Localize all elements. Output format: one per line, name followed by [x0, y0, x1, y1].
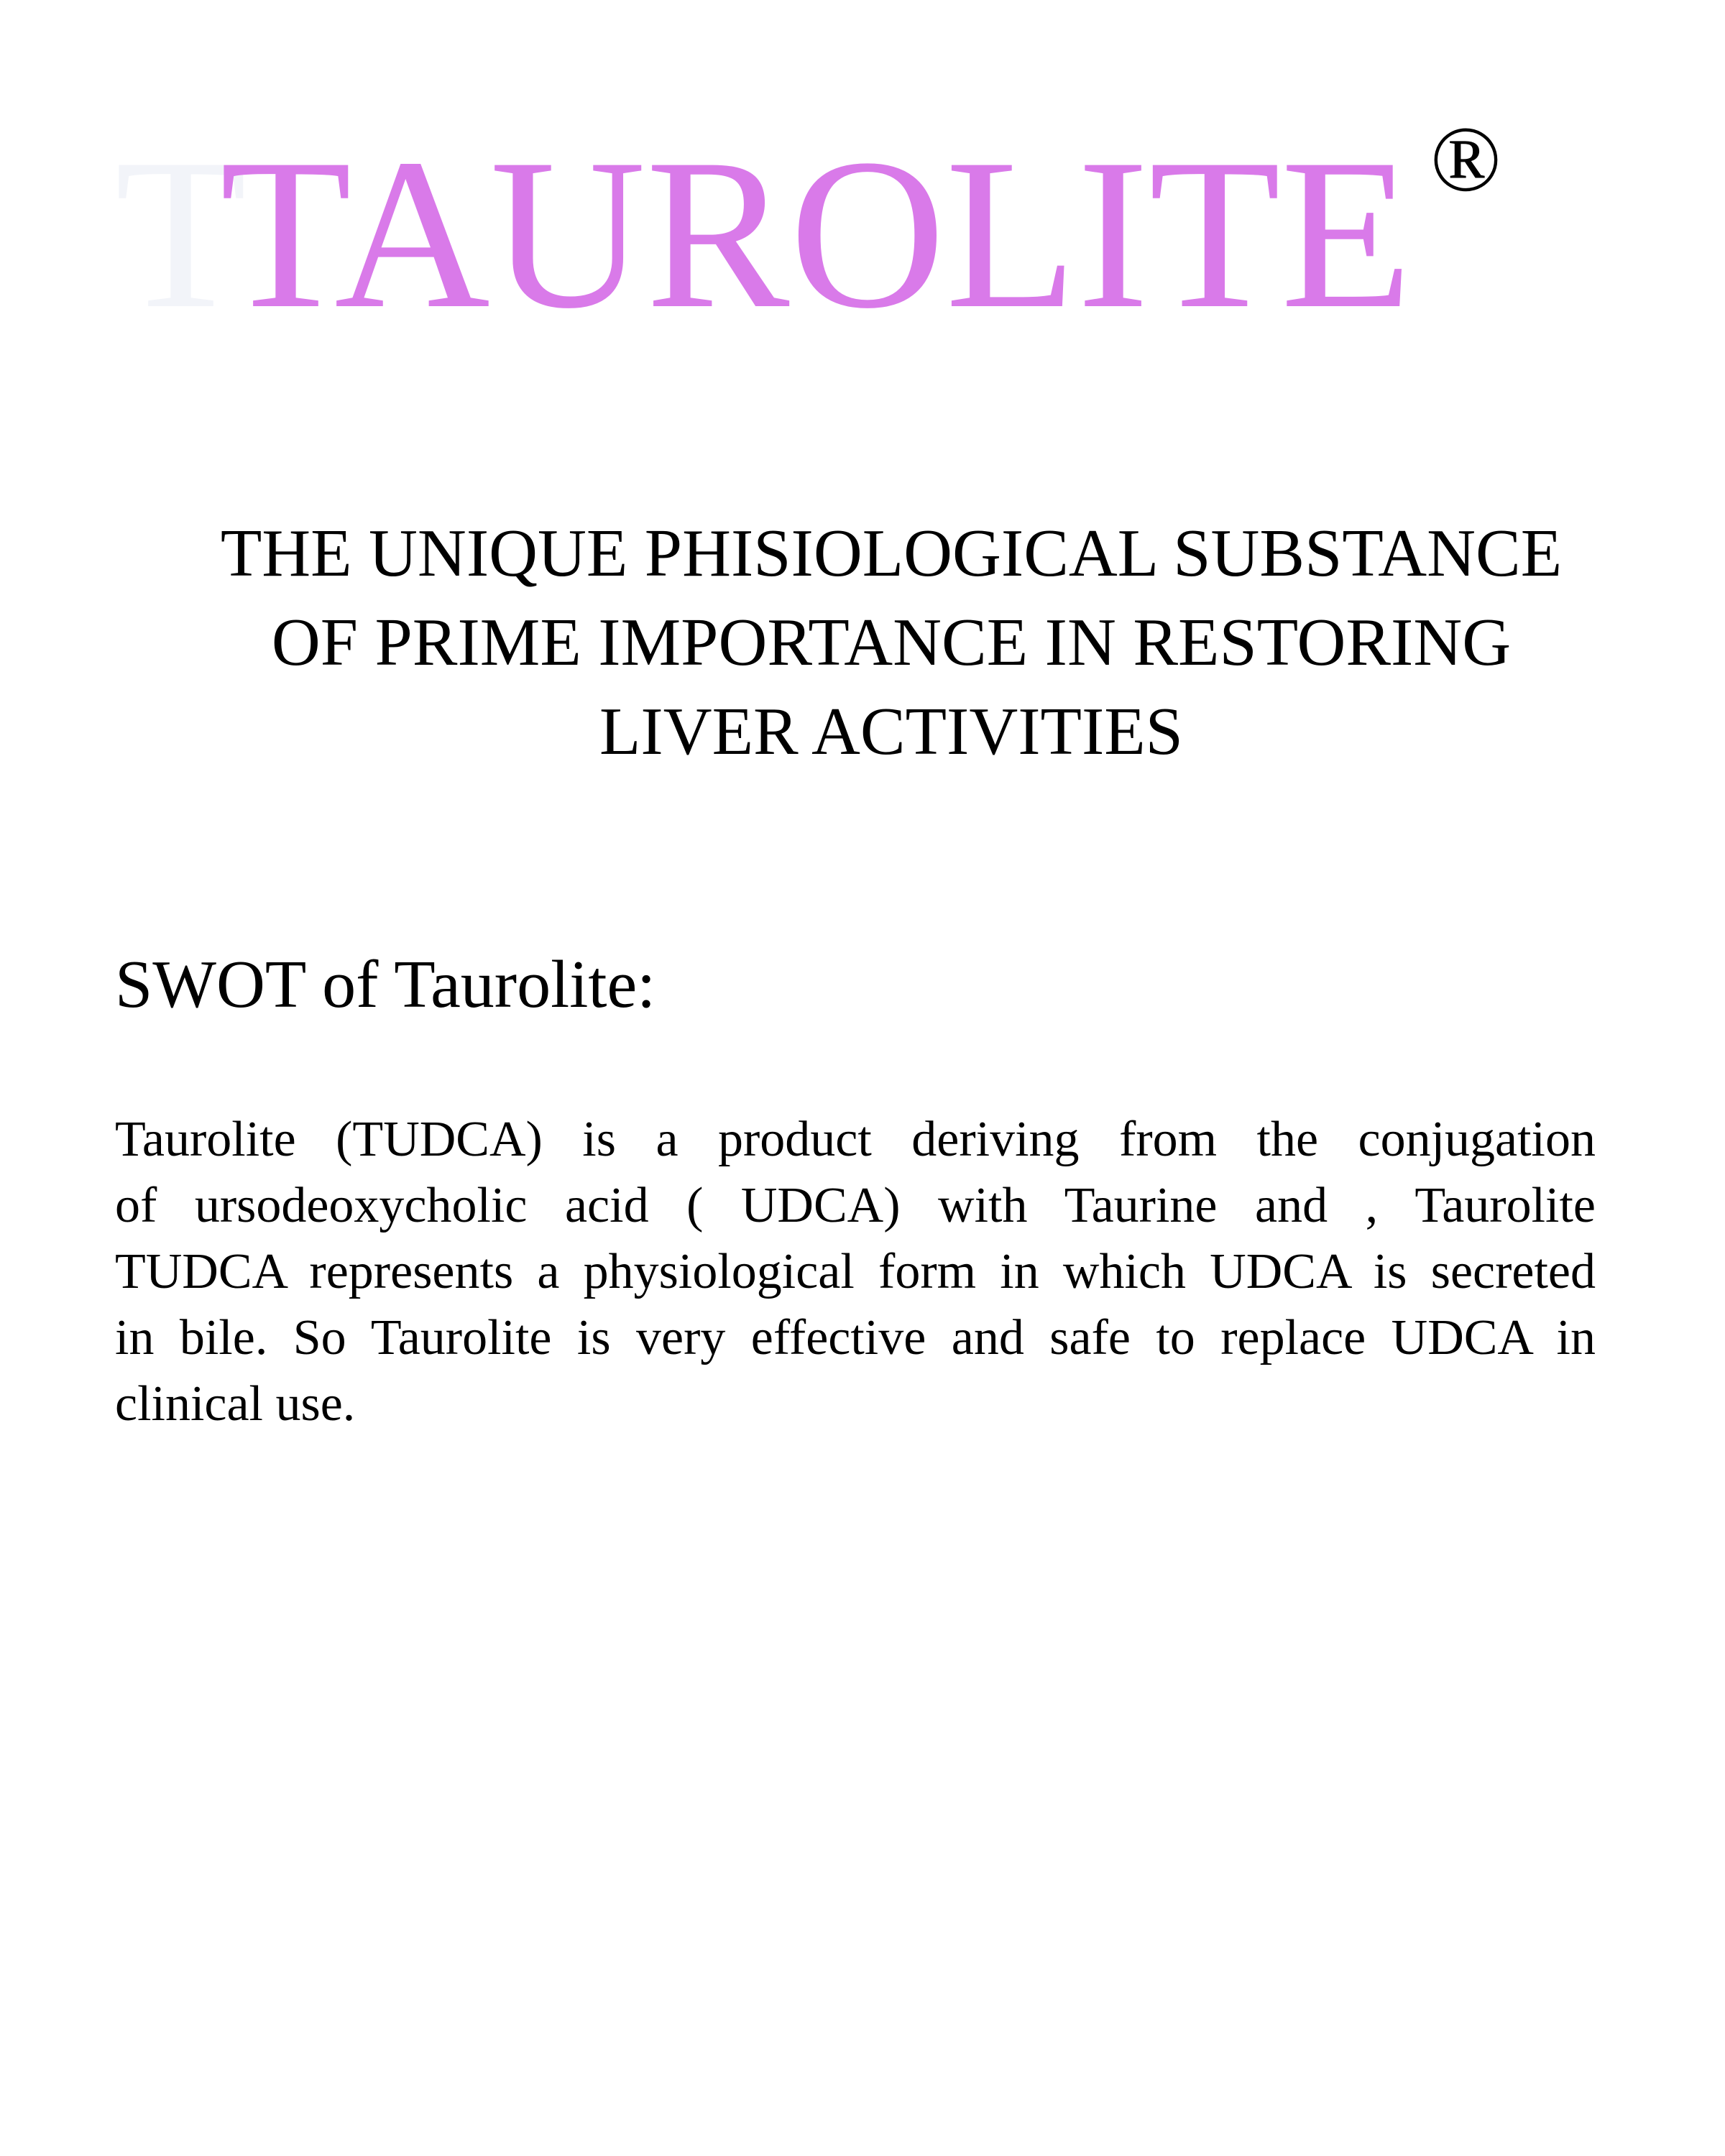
body-line-1: Taurolite (TUDCA) is a product deriving from the conjugation: [115, 1112, 1596, 1167]
headline: [115, 509, 1668, 776]
headline-line-3: LIVER ACTIVITIES: [599, 694, 1183, 769]
section-title: SWOT of Taurolite:: [115, 947, 656, 1022]
headline-line-2: OF PRIME IMPORTANCE IN RESTORING: [271, 605, 1512, 680]
brand-name: TAUROLITE: [220, 114, 1412, 353]
brand-ghost-letter: T: [115, 114, 247, 353]
body-paragraph: [115, 1107, 1596, 1437]
headline-line-1: THE UNIQUE PHISIOLOGICAL SUBSTANCE: [220, 516, 1563, 591]
registered-mark: ®: [1430, 108, 1501, 211]
body-line-5: clinical use.: [115, 1376, 356, 1432]
body-line-4: in bile. So Taurolite is very effective and safe to replace UDCA in: [115, 1310, 1596, 1365]
body-line-3: TUDCA represents a physiological form in which UDCA is secreted: [115, 1244, 1596, 1299]
body-line-2: of ursodeoxycholic acid ( UDCA) with Taurine and , Taurolite: [115, 1178, 1596, 1233]
